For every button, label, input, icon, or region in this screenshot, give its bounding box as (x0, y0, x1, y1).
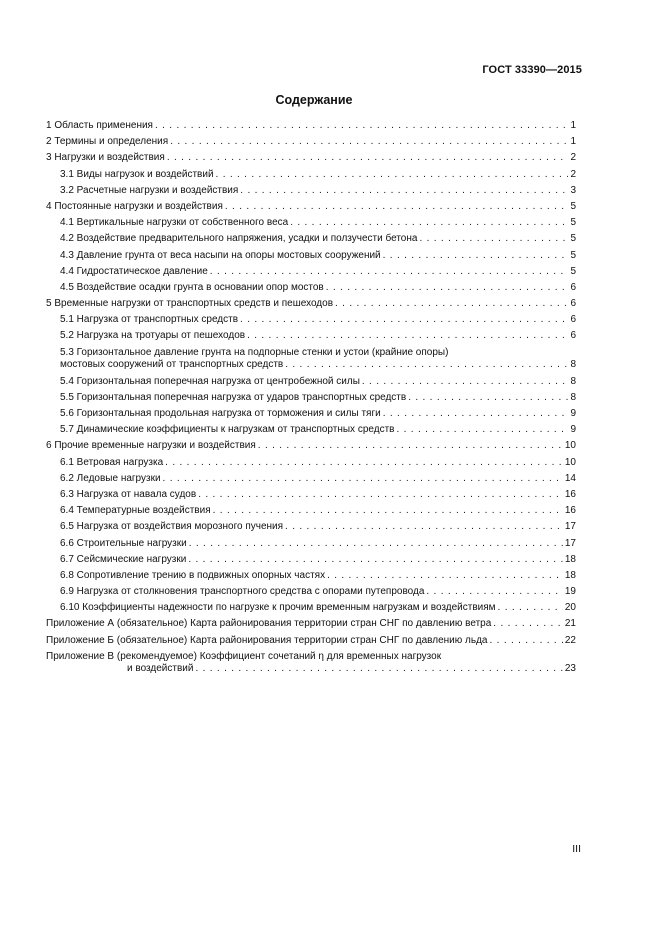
toc-entry-6-8[interactable]: 6.8 Сопротивление трению в подвижных опорных частях . . . 18 (46, 568, 576, 584)
toc-entry-3[interactable]: 3 Нагрузки и воздействия . . . 2 (46, 150, 576, 166)
toc-entry-5-5[interactable]: 5.5 Горизонтальная поперечная нагрузка от ударов транспортных средств . . . 8 (46, 390, 576, 406)
toc-entry-appendix-v[interactable]: Приложение В (рекомендуемое) Коэффициент сочетаний η для временных нагрузок и воздействий . . . 23 (46, 649, 576, 675)
toc-title: Содержание (275, 93, 353, 107)
toc-entry-6-3[interactable]: 6.3 Нагрузка от навала судов . . . 16 (46, 487, 576, 503)
toc-entry-3-1[interactable]: 3.1 Виды нагрузок и воздействий . . . 2 (46, 167, 576, 183)
toc-entry-4-2[interactable]: 4.2 Воздействие предварительного напряжения, усадки и ползучести бетона . . . 5 (46, 231, 576, 247)
toc-entry-4-4[interactable]: 4.4 Гидростатическое давление . . . 5 (46, 264, 576, 280)
toc-entry-6-1[interactable]: 6.1 Ветровая нагрузка . . . 10 (46, 455, 576, 471)
toc-entry-5-4[interactable]: 5.4 Горизонтальная поперечная нагрузка от центробежной силы . . . 8 (46, 374, 576, 390)
toc-entry-4-3[interactable]: 4.3 Давление грунта от веса насыпи на опоры мостовых сооружений . . . 5 (46, 248, 576, 264)
toc-entry-1[interactable]: 1 Область применения . . . 1 (46, 118, 576, 134)
toc-entry-6-7[interactable]: 6.7 Сейсмические нагрузки . . . 18 (46, 552, 576, 568)
toc-entry-6-2[interactable]: 6.2 Ледовые нагрузки . . . 14 (46, 471, 576, 487)
toc-entry-6-9[interactable]: 6.9 Нагрузка от столкновения транспортного средства с опорами путепровода . . . 19 (46, 584, 576, 600)
toc-entry-4[interactable]: 4 Постоянные нагрузки и воздействия . . . 5 (46, 199, 576, 215)
toc-entry-5-1[interactable]: 5.1 Нагрузка от транспортных средств . . . 6 (46, 312, 576, 328)
toc-entry-5-2[interactable]: 5.2 Нагрузка на тротуары от пешеходов . . . 6 (46, 328, 576, 344)
table-of-contents (46, 118, 576, 675)
toc-entry-5-3[interactable]: 5.3 Горизонтальное давление грунта на подпорные стенки и устои (крайние опоры) мостовых сооружений от транспортных средств . . . 8 (46, 345, 576, 374)
toc-entry-appendix-b[interactable]: Приложение Б (обязательное) Карта районирования территории стран СНГ по давлению льда . . . 22 (46, 633, 576, 649)
toc-entry-appendix-a[interactable]: Приложение А (обязательное) Карта районирования территории стран СНГ по давлению ветра . . . 21 (46, 616, 576, 632)
toc-entry-3-2[interactable]: 3.2 Расчетные нагрузки и воздействия . . . 3 (46, 183, 576, 199)
toc-entry-4-5[interactable]: 4.5 Воздействие осадки грунта в основании опор мостов . . . 6 (46, 280, 576, 296)
toc-entry-6-6[interactable]: 6.6 Строительные нагрузки . . . 17 (46, 536, 576, 552)
toc-entry-6[interactable]: 6 Прочие временные нагрузки и воздействия . . . 10 (46, 438, 576, 454)
document-code: ГОСТ 33390—2015 (482, 64, 582, 76)
toc-entry-6-10[interactable]: 6.10 Коэффициенты надежности по нагрузке к прочим временным нагрузкам и воздействиям . . . 20 (46, 600, 576, 616)
toc-entry-5-6[interactable]: 5.6 Горизонтальная продольная нагрузка от торможения и силы тяги . . . 9 (46, 406, 576, 422)
toc-entry-5-7[interactable]: 5.7 Динамические коэффициенты к нагрузкам от транспортных средств . . . 9 (46, 422, 576, 438)
toc-entry-4-1[interactable]: 4.1 Вертикальные нагрузки от собственного веса . . . 5 (46, 215, 576, 231)
toc-entry-6-4[interactable]: 6.4 Температурные воздействия . . . 16 (46, 503, 576, 519)
page-number: III (572, 843, 581, 855)
toc-entry-2[interactable]: 2 Термины и определения . . . 1 (46, 134, 576, 150)
toc-entry-6-5[interactable]: 6.5 Нагрузка от воздействия морозного пучения . . . 17 (46, 519, 576, 535)
toc-entry-5[interactable]: 5 Временные нагрузки от транспортных средств и пешеходов . . . 6 (46, 296, 576, 312)
